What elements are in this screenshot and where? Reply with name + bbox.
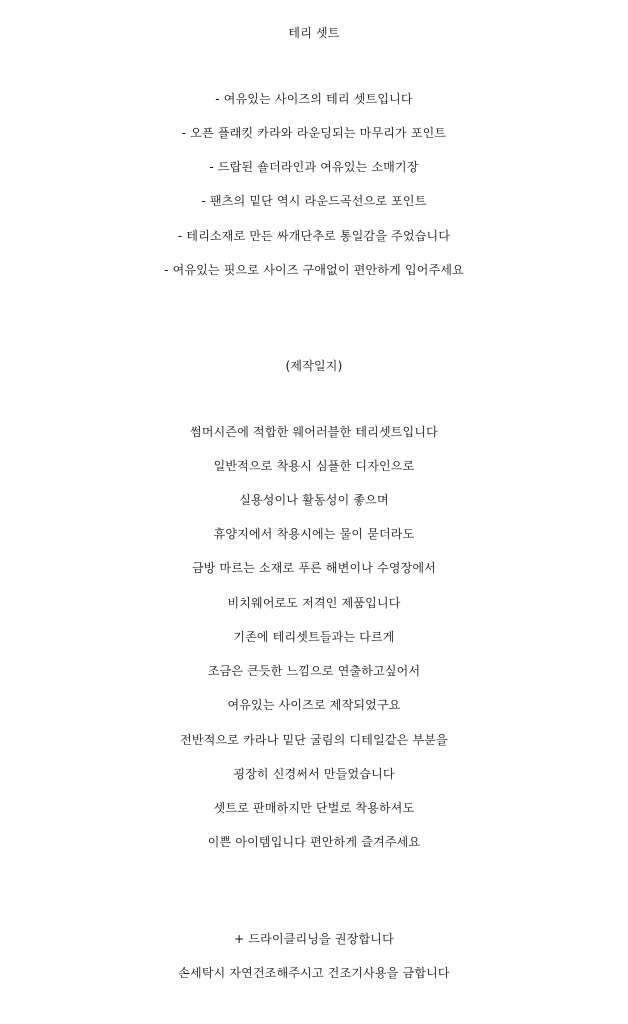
journal-line: 비치웨어로도 저격인 제품입니다: [227, 596, 401, 610]
feature-line: - 여유있는 사이즈의 테리 셋트입니다: [215, 92, 413, 106]
journal-line: 금방 마르는 소재로 푸른 해변이나 수영장에서: [191, 561, 437, 575]
journal-line: 휴양지에서 착용시에는 물이 묻더라도: [213, 527, 415, 541]
journal-line: 셋트로 판매하지만 단벌로 착용하셔도: [213, 801, 415, 815]
journal-heading: (제작일지): [285, 359, 343, 373]
feature-line: - 여유있는 핏으로 사이즈 구애없이 편안하게 입어주세요: [164, 263, 464, 277]
journal-line: 굉장히 신경써서 만들었습니다: [233, 767, 395, 781]
feature-line: - 테리소재로 만든 싸개단추로 통일감을 주었습니다: [177, 229, 451, 243]
title: 테리 셋트: [288, 26, 340, 40]
journal-line: 실용성이나 활동성이 좋으며: [239, 493, 389, 507]
journal-line: 여유있는 사이즈로 제작되었구요: [227, 698, 401, 712]
journal-line: 일반적으로 착용시 심플한 디자인으로: [213, 459, 415, 473]
journal-line: 전반적으로 카라나 밑단 굴림의 디테일같은 부분을: [180, 733, 448, 747]
care-line: 손세탁시 자연건조해주시고 건조기사용을 금합니다: [178, 966, 450, 980]
feature-line: - 팬츠의 밑단 역시 라운드곡선으로 포인트: [201, 194, 427, 208]
feature-line: - 오픈 플래킷 카라와 라운딩되는 마무리가 포인트: [181, 126, 447, 140]
journal-line: 기존에 테리셋트들과는 다르게: [233, 630, 395, 644]
journal-line: 썸머시즌에 적합한 웨어러블한 테리셋트입니다: [190, 425, 438, 439]
care-line: + 드라이클리닝을 권장합니다: [234, 932, 394, 946]
journal-line: 이쁜 아이템입니다 편안하게 즐겨주세요: [207, 835, 421, 849]
journal-line: 조금은 큰듯한 느낌으로 연출하고싶어서: [207, 664, 421, 678]
feature-line: - 드랍된 숄더라인과 여유있는 소매기장: [209, 160, 419, 174]
